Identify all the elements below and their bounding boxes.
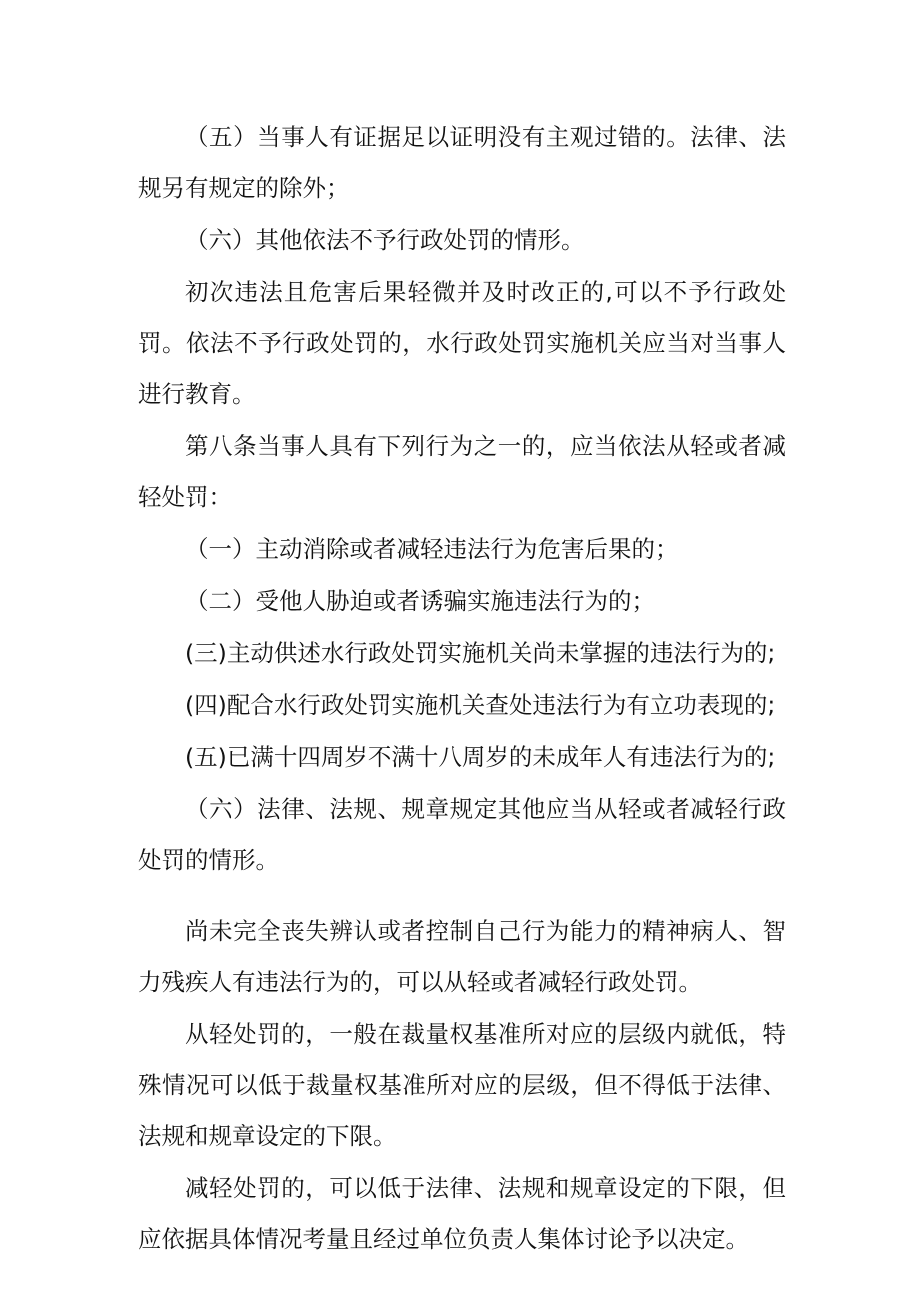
paragraph-article-8: 第八条当事人具有下列行为之一的，应当依法从轻或者减轻处罚： [138,432,786,511]
document-body [138,112,786,1265]
paragraph-item-5-clause: （五）当事人有证据足以证明没有主观过错的。法律、法规另有规定的除外； [138,123,786,202]
paragraph-article-8-item-1: （一）主动消除或者减轻违法行为危害后果的； [185,535,679,563]
paragraph-mental-illness: 尚未完全丧失辨认或者控制自己行为能力的精神病人、智力残疾人有违法行为的，可以从轻或者减轻行政处罚。 [138,917,786,996]
paragraph-article-8-item-6: （六）法律、法规、规章规定其他应当从轻或者减轻行政处罚的情形。 [138,795,786,874]
paragraph-first-violation: 初次违法且危害后果轻微并及时改正的,可以不予行政处罚。依法不予行政处罚的，水行政处罚实施机关应当对当事人进行教育。 [138,278,786,408]
paragraph-article-8-item-5: (五)已满十四周岁不满十八周岁的未成年人有违法行为的; [185,743,776,771]
paragraph-reduced-punishment: 减轻处罚的，可以低于法律、法规和规章设定的下限，但应依据具体情况考量且经过单位负责人集体讨论予以决定。 [138,1174,786,1253]
paragraph-article-8-item-3: (三)主动供述水行政处罚实施机关尚未掌握的违法行为的; [185,639,776,667]
paragraph-item-6-clause: （六）其他依法不予行政处罚的情形。 [185,226,585,254]
paragraph-article-8-item-4: (四)配合水行政处罚实施机关查处违法行为有立功表现的; [185,691,776,719]
paragraph-lighter-punishment: 从轻处罚的，一般在裁量权基准所对应的层级内就低，特殊情况可以低于裁量权基准所对应的层级，但不得低于法律、法规和规章设定的下限。 [138,1020,786,1150]
paragraph-article-8-item-2: （二）受他人胁迫或者诱骗实施违法行为的； [185,587,655,615]
